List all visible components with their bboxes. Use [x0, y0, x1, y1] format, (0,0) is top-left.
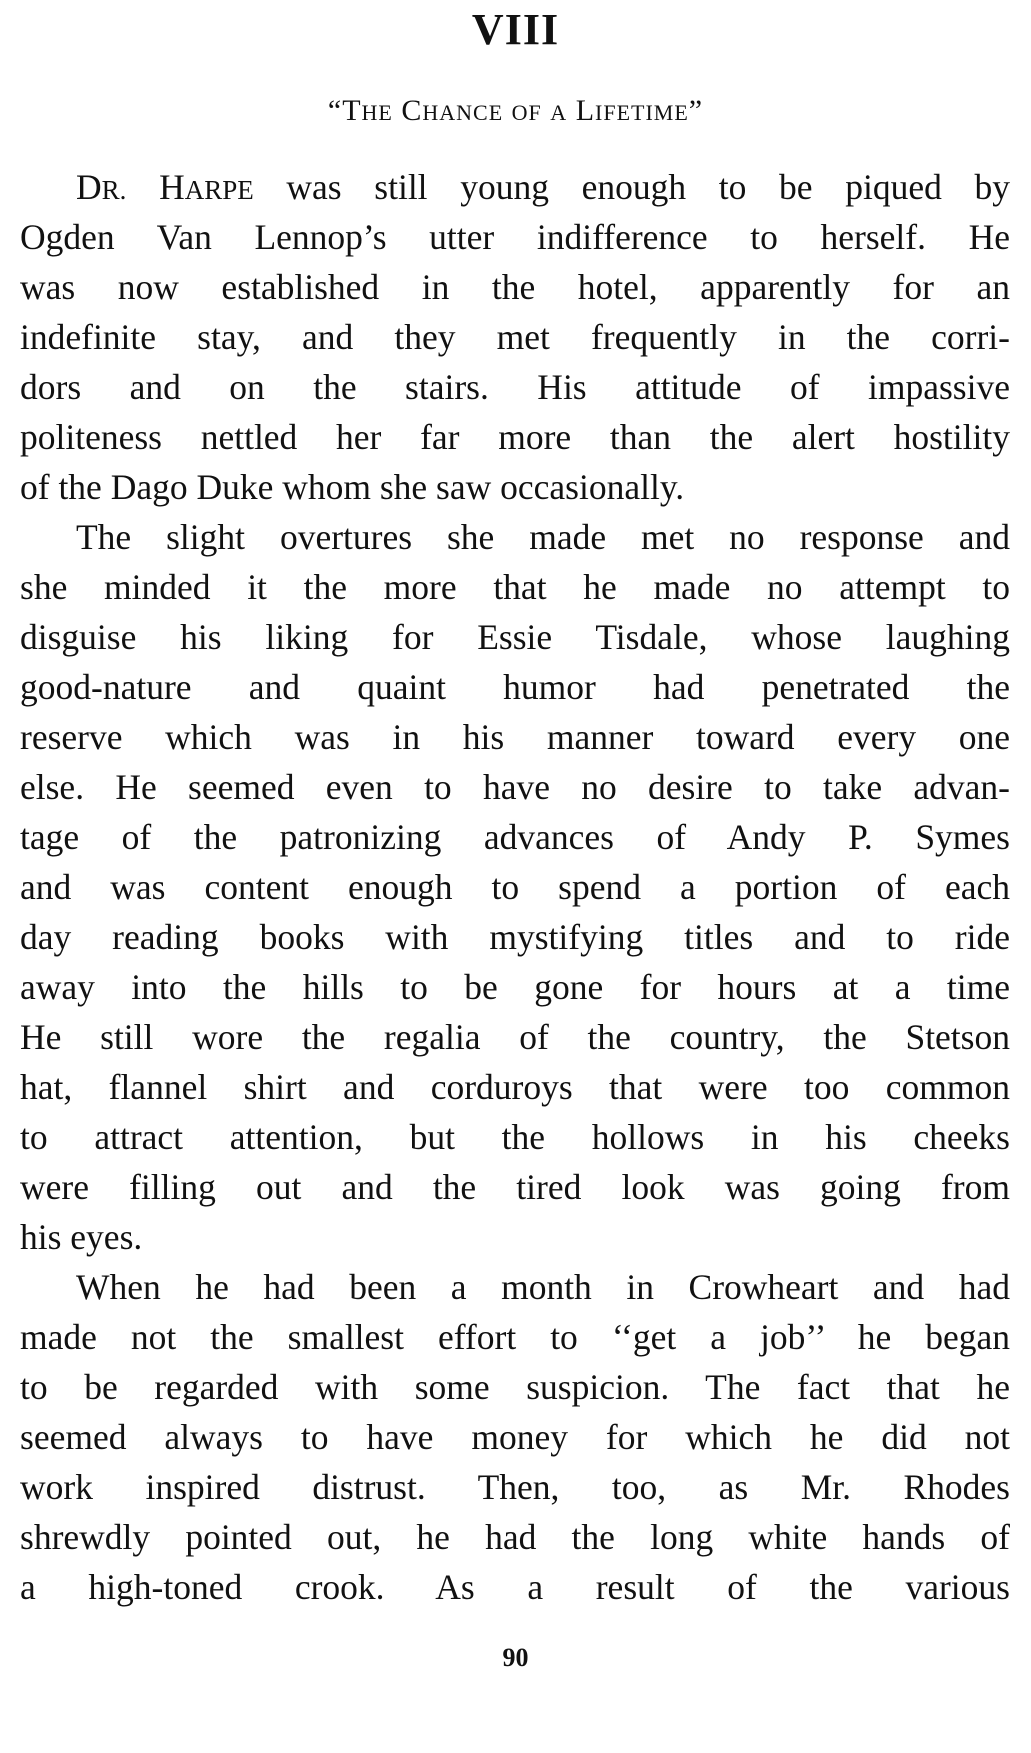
text-line: day reading books with mystifying titles and to ride	[20, 917, 1010, 957]
text-line: disguise his liking for Essie Tisdale, whose laughing	[20, 617, 1010, 657]
text-line: were filling out and the tired look was going from	[20, 1167, 1010, 1207]
text-line: The slight overtures she made met no response and	[76, 517, 1010, 557]
paragraph	[20, 162, 1010, 512]
text-line: When he had been a month in Crowheart and had	[76, 1267, 1010, 1307]
text-line: his eyes.	[20, 1217, 143, 1257]
text-line: a high-toned crook. As a result of the various	[20, 1567, 1010, 1607]
text-line: she minded it the more that he made no attempt to	[20, 567, 1010, 607]
text-line: else. He seemed even to have no desire to take advan-	[20, 767, 1010, 807]
text-line: tage of the patronizing advances of Andy P. Symes	[20, 817, 1010, 857]
title-close-quote: ”	[688, 94, 704, 127]
text-line: seemed always to have money for which he did not	[20, 1417, 1010, 1457]
text-line: dors and on the stairs. His attitude of impassive	[20, 367, 1010, 407]
text-line: was now established in the hotel, apparently for an	[20, 267, 1010, 307]
chapter-number: VIII	[471, 5, 560, 54]
title-word: A	[550, 100, 568, 125]
text-line: away into the hills to be gone for hours at a time	[20, 967, 1010, 1007]
text-line: work inspired distrust. Then, too, as Mr. Rhodes	[20, 1467, 1010, 1507]
text-line: DR. HARPE was still young enough to be piqued by	[76, 167, 1010, 207]
text-line: He still wore the regalia of the country, the Stetson	[20, 1017, 1010, 1057]
title-word: THE	[342, 94, 393, 127]
text-line: good-nature and quaint humor had penetrated the	[20, 667, 1010, 707]
text-line: and was content enough to spend a portion of each	[20, 867, 1010, 907]
title-word: LIFETIME	[575, 94, 689, 127]
text-line: politeness nettled her far more than the alert hostility	[20, 417, 1010, 457]
text-line: to attract attention, but the hollows in his cheeks	[20, 1117, 1010, 1157]
text-line: Ogden Van Lennop’s utter indifference to herself. He	[20, 217, 1010, 257]
text-line: hat, flannel shirt and corduroys that were too common	[20, 1067, 1010, 1107]
text-line: reserve which was in his manner toward every one	[20, 717, 1010, 757]
chapter-title	[0, 94, 1031, 128]
chapter-body	[20, 162, 1010, 1612]
title-open-quote: “	[327, 94, 343, 127]
text-line: indefinite stay, and they met frequently in the corri-	[20, 317, 1010, 357]
title-word: OF	[511, 100, 542, 125]
text-line: to be regarded with some suspicion. The fact that he	[20, 1367, 1010, 1407]
text-line: made not the smallest effort to ‘‘get a job’’ he began	[20, 1317, 1010, 1357]
page-number: 90	[502, 1643, 529, 1672]
title-word: CHANCE	[401, 94, 504, 127]
text-line: of the Dago Duke whom she saw occasionally.	[20, 467, 685, 507]
text-line: shrewdly pointed out, he had the long white hands of	[20, 1517, 1010, 1557]
lead-small-caps: DR. HARPE	[76, 167, 254, 207]
paragraph	[20, 512, 1010, 1262]
paragraph	[20, 1262, 1010, 1612]
